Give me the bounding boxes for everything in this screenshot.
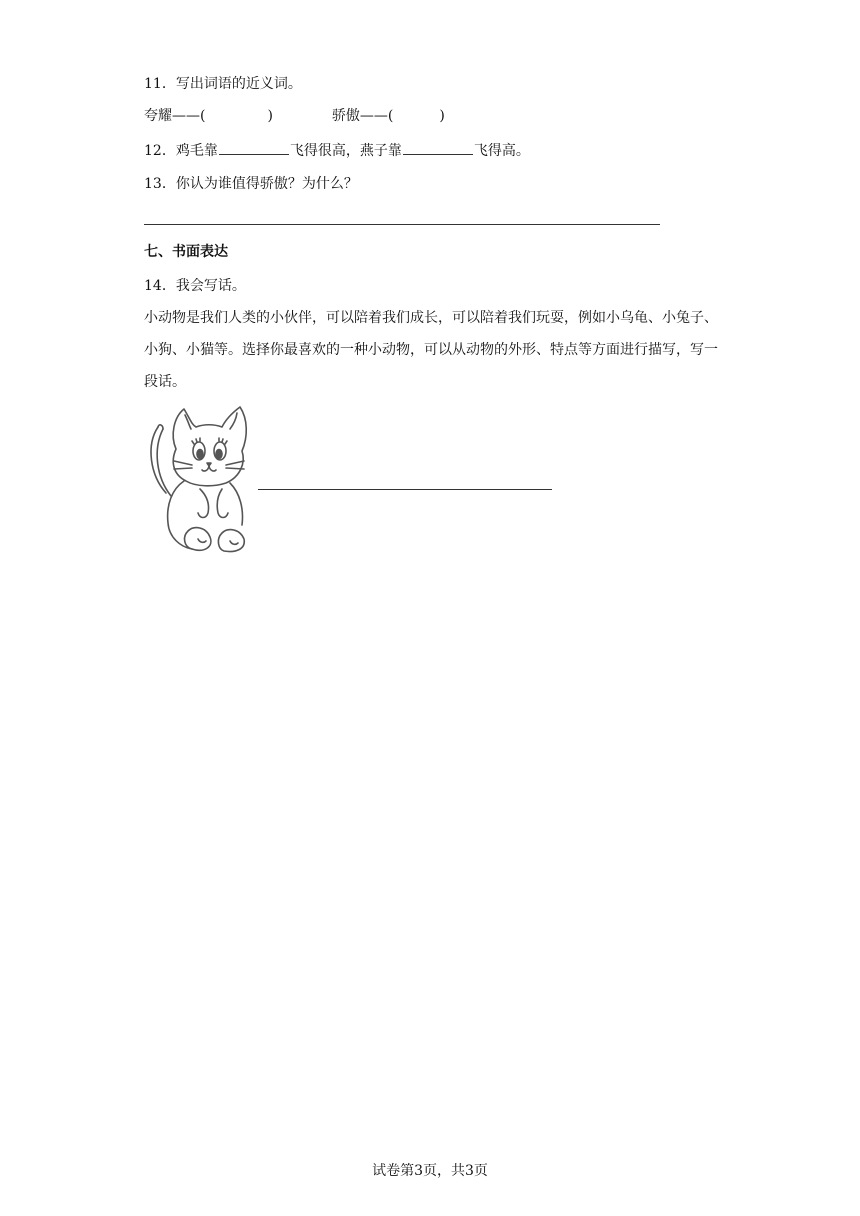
- question-12-part2: 飞得很高，燕子靠: [289, 143, 402, 159]
- question-11-items: [144, 106, 445, 126]
- question-12-part1: 12．鸡毛靠: [144, 143, 218, 159]
- page-footer: 试卷第3页，共3页: [372, 1163, 488, 1179]
- synonym-item-1-close: ): [267, 108, 273, 124]
- synonym-item-1-word: 夸耀——(: [144, 108, 206, 124]
- question-12-blank-2[interactable]: [403, 140, 473, 155]
- question-14-paragraph: 小动物是我们人类的小伙伴，可以陪着我们成长，可以陪着我们玩耍，例如小乌龟、小兔子、小狗、小猫等。选择你最喜欢的一种小动物，可以从动物的外形、特点等方面进行描写，写一段话。: [144, 310, 718, 390]
- question-11-prompt: 11．写出词语的近义词。: [144, 76, 302, 92]
- synonym-item-2-close: ): [439, 108, 445, 124]
- question-12-part3: 飞得高。: [473, 143, 530, 159]
- question-12-blank-1[interactable]: [219, 140, 289, 155]
- question-13-prompt: 13．你认为谁值得骄傲？为什么？: [144, 176, 358, 192]
- cat-illustration: [144, 405, 260, 555]
- synonym-item-2-word: 骄傲——(: [331, 108, 394, 124]
- question-14-prompt: 14．我会写话。: [144, 278, 246, 294]
- question-13-answer-line[interactable]: [144, 224, 660, 225]
- question-14-answer-line[interactable]: [258, 489, 552, 490]
- section-7-heading: 七、书面表达: [144, 244, 228, 260]
- question-12: [144, 140, 530, 161]
